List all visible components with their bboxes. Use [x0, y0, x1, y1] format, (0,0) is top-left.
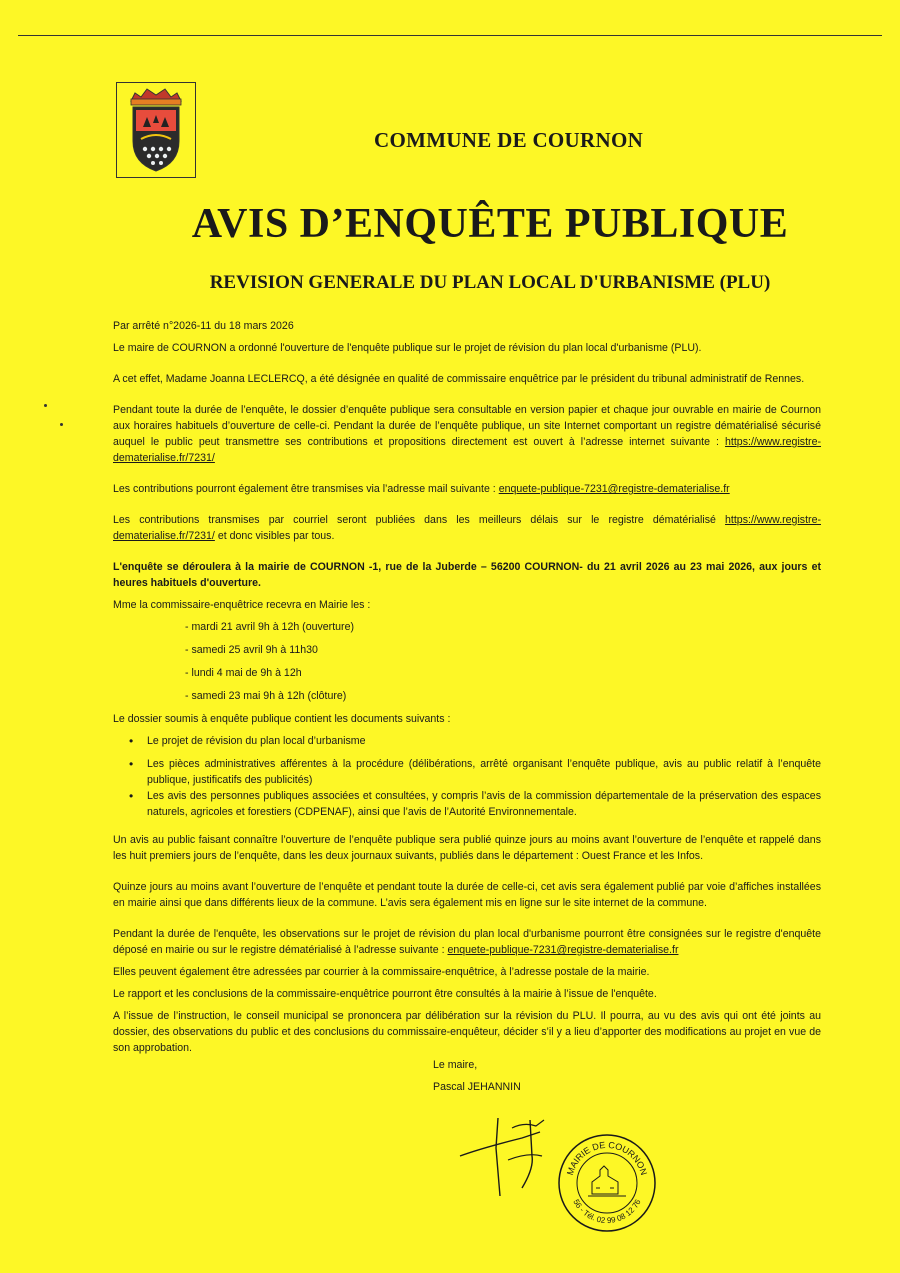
- paragraph-courrier: Elles peuvent également être adressées par courrier à la commissaire-enquêtrice, à l’adresse postale de la mairie.: [113, 966, 650, 978]
- paragraph-consultation-text: Pendant toute la durée de l’enquête, le dossier d’enquête publique sera consultable en version papier et chaque jour ouvrable en mairie de Cournon aux horaires habituels d’ouverture de celle-ci. Pendant la durée de l’enquête publique, un site Internet comportant un registre dématérialisé sécurisé auquel le public peut transmettre ses contributions et propositions directement est ouvert à l’adresse internet suivante :: [113, 404, 821, 448]
- signatory-role: Le maire,: [433, 1059, 478, 1071]
- scan-speck: [60, 423, 63, 426]
- scan-speck: [44, 404, 47, 407]
- commune-name: COMMUNE DE COURNON: [374, 128, 644, 152]
- notice-body: [113, 318, 821, 1056]
- paragraph-conclusion: A l’issue de l’instruction, le conseil municipal se prononcera par délibération sur la révision du PLU. Il pourra, au vu des avis qui ont été joints au dossier, des observations du public et des conclusions du commissaire-enquêteur, décider s’il y a lieu d’apporter des modifications au projet en vue de son approbation.: [113, 1010, 821, 1054]
- document-list: [113, 733, 821, 820]
- paragraph-dossier: Le dossier soumis à enquête publique contient les documents suivants :: [113, 713, 451, 725]
- stamp-bottom-text: 56 - Tél. 02 99 08 12 76: [571, 1197, 643, 1226]
- page-subtitle: REVISION GENERALE DU PLAN LOCAL D'URBANISME (PLU): [209, 272, 771, 293]
- handwritten-signature-icon: [452, 1108, 570, 1200]
- top-rule: [18, 35, 882, 36]
- svg-text:56 - Tél. 02 99 08 12 76: [571, 1197, 642, 1225]
- registre-link-2[interactable]: https://www.registre-dematerialise.fr/7231/: [113, 514, 821, 542]
- paragraph-permanences: Mme la commissaire-enquêtrice recevra en Mairie les :: [113, 599, 371, 611]
- schedule-item: - samedi 25 avril 9h à 11h30: [185, 644, 318, 656]
- paragraph-publication: [113, 512, 821, 544]
- document-item: • Le projet de révision du plan local d’urbanisme: [147, 733, 821, 749]
- coat-of-arms-icon: [116, 82, 196, 178]
- paragraph-commissaire: A cet effet, Madame Joanna LECLERCQ, a été désignée en qualité de commissaire enquêtrice par le président du tribunal administratif de Rennes.: [113, 373, 805, 385]
- permanence-schedule: [185, 619, 821, 704]
- paragraph-consultation: [113, 402, 821, 466]
- paragraph-lieu-dates: L'enquête se déroulera à la mairie de COURNON -1, rue de la Juberde – 56200 COURNON- du 21 avril 2026 au 23 mai 2026, aux jours et heures habituels d'ouverture.: [113, 561, 821, 589]
- paragraph-observations: [113, 926, 821, 958]
- schedule-item: - samedi 23 mai 9h à 12h (clôture): [185, 690, 347, 702]
- schedule-item: - mardi 21 avril 9h à 12h (ouverture): [185, 621, 354, 633]
- contribution-email-link[interactable]: enquete-publique-7231@registre-dematerialise.fr: [498, 483, 730, 495]
- paragraph-avis-presse: Un avis au public faisant connaître l’ouverture de l’enquête publique sera publié quinze jours au moins avant l’ouverture de l’enquête et rappelé dans les huit premiers jours de l’enquête, dans les deux journaux suivants, publiés dans le département : Ouest France et les Infos.: [113, 834, 821, 862]
- page-title: AVIS D’ENQUÊTE PUBLIQUE: [191, 201, 789, 247]
- paragraph-publication-text: Les contributions transmises par courriel seront publiées dans les meilleurs délais sur le registre dématérialisé: [113, 514, 726, 526]
- paragraph-rapport: Le rapport et les conclusions de la commissaire-enquêtrice pourront être consultés à la mairie à l’issue de l'enquête.: [113, 988, 657, 1000]
- registre-link[interactable]: https://www.registre-dematerialise.fr/7231/: [113, 436, 821, 464]
- official-stamp-icon: [556, 1132, 658, 1234]
- stamp-top-text: MAIRIE DE COURNON: [564, 1139, 650, 1177]
- observations-email-link[interactable]: enquete-publique-7231@registre-dematerialise.fr: [447, 944, 679, 956]
- document-item: • Les pièces administratives afférentes à la procédure (délibérations, arrêté organisant l’enquête publique, avis au public relatif à l’enquête publique, justificatifs des publicités): [147, 756, 821, 788]
- paragraph-email: [113, 481, 821, 497]
- paragraph-publication-end: et donc visibles par tous.: [214, 530, 335, 542]
- signatory-name: Pascal JEHANNIN: [433, 1081, 521, 1093]
- signature-block: [433, 1057, 521, 1095]
- paragraph-email-text: Les contributions pourront également être transmises via l’adresse mail suivante :: [113, 483, 499, 495]
- paragraph-ouverture: Le maire de COURNON a ordonné l'ouverture de l'enquête publique sur le projet de révision du plan local d'urbanisme (PLU).: [113, 342, 702, 354]
- schedule-item: - lundi 4 mai de 9h à 12h: [185, 667, 302, 679]
- paragraph-observations-text: Pendant la durée de l'enquête, les observations sur le projet de révision du plan local d'urbanisme pourront être consignées sur le registre d'enquête déposé en mairie ou sur le registre dématérialisé à l’adresse suivante :: [113, 928, 821, 956]
- document-item: • Les avis des personnes publiques associées et consultées, y compris l’avis de la commission départementale de la préservation des espaces naturels, agricoles et forestiers (CDPENAF), ainsi que l’avis de l’Autorité Environnementale.: [147, 788, 821, 820]
- arrete-reference: Par arrêté n°2026-11 du 18 mars 2026: [113, 320, 294, 332]
- paragraph-affichage: Quinze jours au moins avant l’ouverture de l’enquête et pendant toute la durée de celle-ci, cet avis sera également publié par voie d’affiches installées en mairie ainsi que dans différents lieux de la commune. L’avis sera également mis en ligne sur le site internet de la commune.: [113, 881, 821, 909]
